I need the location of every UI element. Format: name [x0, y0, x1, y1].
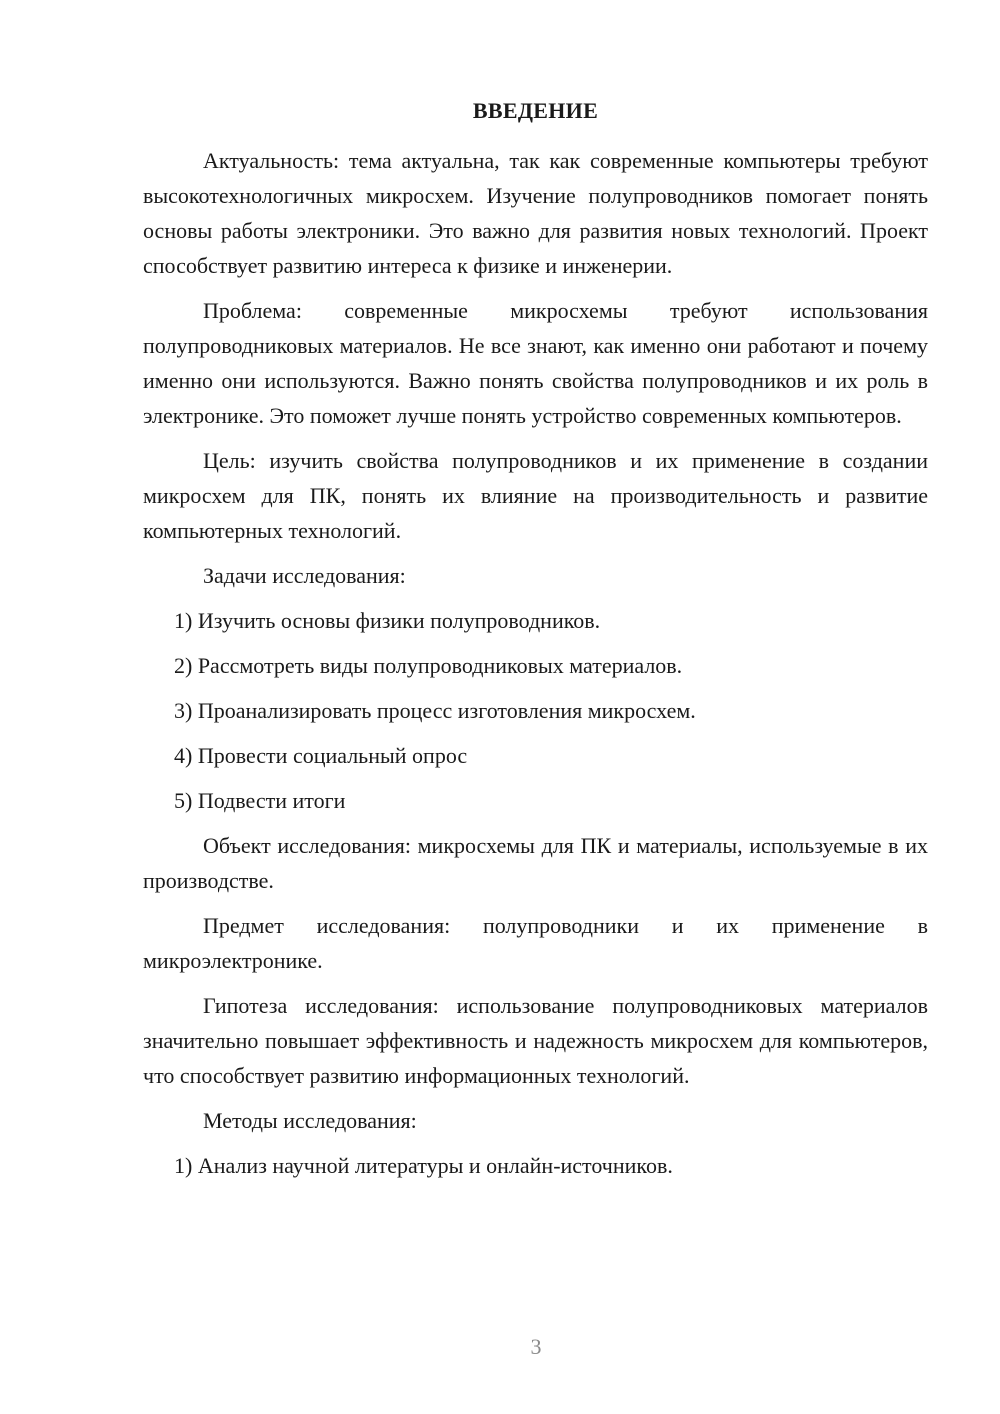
list-item: 2) Рассмотреть виды полупроводниковых материалов.: [174, 653, 683, 678]
list-item: 5) Подвести итоги: [174, 788, 346, 813]
list-item: 1) Изучить основы физики полупроводников.: [174, 608, 601, 633]
subject-paragraph: Предмет исследования: полупроводники и их применение в микроэлектронике.: [143, 913, 928, 973]
tasks-title: Задачи исследования:: [203, 563, 406, 588]
page-number: 3: [530, 1334, 542, 1359]
list-item: 3) Проанализировать процесс изготовления микросхем.: [174, 698, 696, 723]
problem-paragraph: Проблема: современные микросхемы требуют использования полупроводниковых материалов. Не все знают, как именно они работают и почему именно они используются. Важно понять свойства полупроводников и их роль в электронике. Это поможет лучше понять устройство современных компьютеров.: [143, 298, 928, 428]
list-item: 1) Анализ научной литературы и онлайн-источников.: [174, 1153, 673, 1178]
methods-list: [143, 1148, 928, 1183]
section-heading: ВВЕДЕНИЕ: [472, 98, 599, 123]
methods-title: Методы исследования:: [203, 1108, 417, 1133]
relevance-paragraph: Актуальность: тема актуальна, так как современные компьютеры требуют высокотехнологичных микросхем. Изучение полупроводников помогает понять основы работы электроники. Это важно для развития новых технологий. Проект способствует развитию интереса к физике и инженерии.: [143, 148, 928, 278]
list-item: 4) Провести социальный опрос: [174, 743, 468, 768]
tasks-list: [143, 603, 928, 818]
goal-paragraph: Цель: изучить свойства полупроводников и их применение в создании микросхем для ПК, понять их влияние на производительность и развитие компьютерных технологий.: [143, 448, 928, 543]
object-paragraph: Объект исследования: микросхемы для ПК и материалы, используемые в их производстве.: [143, 833, 928, 893]
hypothesis-paragraph: Гипотеза исследования: использование полупроводниковых материалов значительно повышает эффективность и надежность микросхем для компьютеров, что способствует развитию информационных технологий.: [143, 993, 928, 1088]
document-body: [143, 143, 928, 1193]
